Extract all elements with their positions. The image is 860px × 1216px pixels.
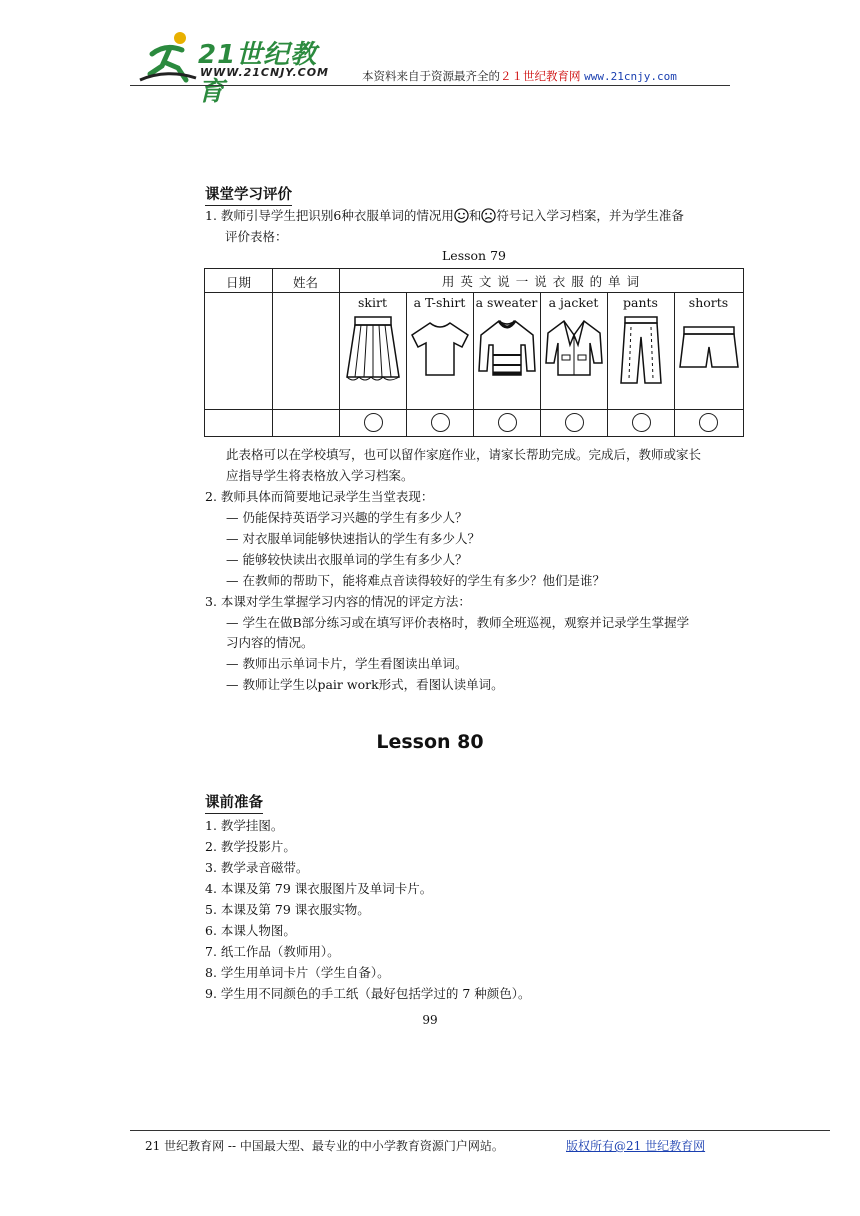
rating-circle-pants[interactable] [632,413,651,432]
item-3-bullet-1: — 学生在做B部分练习或在填写评价表格时，教师全班巡视，观察并记录学生掌握学 [226,615,690,630]
shorts-icon [676,323,742,373]
item-2-bullet-1: — 仍能保持英语学习兴趣的学生有多少人？ [226,510,468,525]
prep-item-3: 3. 教学录音磁带。 [205,860,309,875]
sad-face-icon [481,208,496,223]
page-number: 99 [422,1013,438,1027]
item-1-text-b: 和 [468,208,482,223]
table-caption: Lesson 79 [442,248,506,263]
table-note-line-1: 此表格可以在学校填写，也可以留作家庭作业，请家长帮助完成。完成后，教师或家长 [226,447,702,462]
jacket-icon [542,315,606,383]
item-3: 3. 本课对学生掌握学习内容的情况的评定方法： [205,594,471,609]
header-divider [130,85,730,86]
item-1-line-1 [205,206,684,225]
smiley-face-icon [454,208,469,223]
header-site-url[interactable]: www.21cnjy.com [584,70,677,83]
header-date: 日期 [225,275,251,290]
item-label-jacket: a jacket [548,295,599,310]
prep-item-2: 2. 教学投影片。 [205,839,296,854]
section-title-evaluation: 课堂学习评价 [205,183,292,206]
header-note [362,68,677,84]
prep-item-6: 6. 本课人物图。 [205,923,296,938]
logo-url: WWW.21CNJY.COM [200,66,329,79]
rating-circle-jacket[interactable] [565,413,584,432]
page-header [130,28,730,107]
footer-copyright-link[interactable]: 版权所有@21 世纪教育网 [566,1139,706,1153]
table-note-line-2: 应指导学生将表格放入学习档案。 [226,468,414,483]
pants-icon [609,313,673,387]
prep-item-1: 1. 教学挂图。 [205,818,284,833]
section-title-preparation: 课前准备 [205,791,263,814]
footer-divider [130,1130,830,1131]
prep-item-5: 5. 本课及第 79 课衣服实物。 [205,902,370,917]
item-1-line-2: 评价表格： [225,229,288,244]
rating-circle-tshirt[interactable] [431,413,450,432]
rating-circle-skirt[interactable] [364,413,383,432]
evaluation-table [204,268,744,437]
item-1-text-c: 符号记入学习档案，并为学生准备 [496,208,684,223]
item-3-bullet-1-cont: 习内容的情况。 [226,635,314,650]
header-note-prefix: 本资料来自于资源最齐全的 [362,69,500,83]
item-3-bullet-3: — 教师让学生以pair work形式，看图认读单词。 [226,677,504,692]
item-2-bullet-2: — 对衣服单词能够快速指认的学生有多少人？ [226,531,480,546]
header-site-name[interactable]: ２１世纪教育网 [500,69,581,83]
header-clothes-group: 用 英 文 说 一 说 衣 服 的 单 词 [441,274,641,289]
rating-circle-shorts[interactable] [699,413,718,432]
item-3-bullet-2: — 教师出示单词卡片，学生看图读出单词。 [226,656,468,671]
lesson-80-heading: Lesson 80 [376,731,484,753]
item-label-shorts: shorts [688,295,729,310]
item-label-tshirt: a T-shirt [413,295,466,310]
sweater-icon [475,315,539,383]
item-label-pants: pants [623,295,658,310]
item-2: 2. 教师具体而简要地记录学生当堂表现： [205,489,434,504]
skirt-icon [341,313,405,385]
item-2-bullet-3: — 能够较快读出衣服单词的学生有多少人？ [226,552,468,567]
prep-item-8: 8. 学生用单词卡片（学生自备）。 [205,965,390,980]
tshirt-icon [408,317,472,381]
item-label-sweater: a sweater [475,295,538,310]
site-logo[interactable] [138,28,338,107]
prep-item-9: 9. 学生用不同颜色的手工纸（最好包括学过的 7 种颜色）。 [205,986,531,1001]
runner-logo-icon [138,28,198,84]
item-2-bullet-4: — 在教师的帮助下，能将难点音读得较好的学生有多少？他们是谁？ [226,573,605,588]
footer-text: 21 世纪教育网 -- 中国最大型、最专业的中小学教育资源门户网站。 [145,1139,504,1153]
rating-circle-sweater[interactable] [498,413,517,432]
header-name: 姓名 [292,275,318,290]
item-1-text-a: 1. 教师引导学生把识别6种衣服单词的情况用 [205,208,454,223]
logo-text: 21世纪教育 [198,40,318,107]
prep-item-4: 4. 本课及第 79 课衣服图片及单词卡片。 [205,881,433,896]
prep-item-7: 7. 纸工作品（教师用）。 [205,944,340,959]
item-label-skirt: skirt [358,295,387,310]
